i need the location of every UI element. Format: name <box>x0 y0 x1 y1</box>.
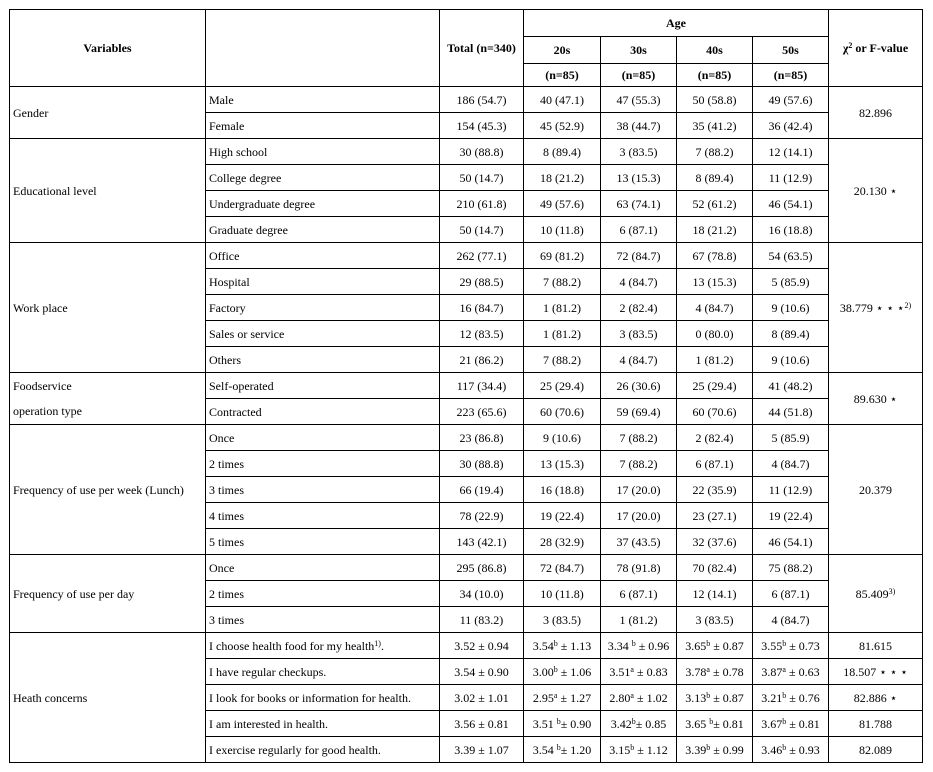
cell-total: 210 (61.8) <box>440 191 524 217</box>
section-label: Educational level <box>10 139 206 243</box>
row-item: 4 times <box>206 503 440 529</box>
header-group-30s: 30s <box>601 37 677 64</box>
cell-value: 18 (21.2) <box>677 217 753 243</box>
cell-total: 3.02 ± 1.01 <box>440 685 524 711</box>
cell-total: 3.52 ± 0.94 <box>440 633 524 659</box>
cell-value: 8 (89.4) <box>753 321 829 347</box>
cell-value: 8 (89.4) <box>677 165 753 191</box>
cell-value: 3.46$^b$ ± 0.93 <box>753 737 829 763</box>
cell-value: 13 (15.3) <box>601 165 677 191</box>
cell-value: 12 (14.1) <box>677 581 753 607</box>
cell-value: 4 (84.7) <box>601 269 677 295</box>
table-row <box>10 399 923 425</box>
row-item: Hospital <box>206 269 440 295</box>
cell-stat: 82.896 <box>829 87 923 139</box>
cell-value: 9 (10.6) <box>753 347 829 373</box>
cell-stat: 18.507 ⋆ ⋆ ⋆ <box>829 659 923 685</box>
cell-value: 1 (81.2) <box>601 607 677 633</box>
cell-total: 223 (65.6) <box>440 399 524 425</box>
cell-value: 2 (82.4) <box>677 425 753 451</box>
cell-value: 46 (54.1) <box>753 529 829 555</box>
table-row <box>10 87 923 113</box>
cell-stat: 82.089 <box>829 737 923 763</box>
cell-value: 3.39$^b$ ± 0.99 <box>677 737 753 763</box>
row-item: 3 times <box>206 477 440 503</box>
cell-total: 11 (83.2) <box>440 607 524 633</box>
cell-value: 3.65$^b$ ± 0.87 <box>677 633 753 659</box>
header-item-blank <box>206 10 440 87</box>
cell-value: 38 (44.7) <box>601 113 677 139</box>
cell-value: 1 (81.2) <box>524 321 601 347</box>
cell-value: 7 (88.2) <box>677 139 753 165</box>
header-group-50s: 50s <box>753 37 829 64</box>
section-label: Frequency of use per day <box>10 555 206 633</box>
cell-value: 3.87$^a$ ± 0.63 <box>753 659 829 685</box>
cell-value: 35 (41.2) <box>677 113 753 139</box>
section-label: Work place <box>10 243 206 373</box>
table-row <box>10 243 923 269</box>
cell-value: 32 (37.6) <box>677 529 753 555</box>
row-item: 5 times <box>206 529 440 555</box>
cell-value: 3.65 $^b$± 0.81 <box>677 711 753 737</box>
cell-value: 3.51$^a$ ± 0.83 <box>601 659 677 685</box>
cell-value: 69 (81.2) <box>524 243 601 269</box>
section-label: Heath concerns <box>10 633 206 763</box>
cell-value: 13 (15.3) <box>524 451 601 477</box>
cell-value: 22 (35.9) <box>677 477 753 503</box>
cell-value: 63 (74.1) <box>601 191 677 217</box>
header-group-20s: 20s <box>524 37 601 64</box>
cell-total: 295 (86.8) <box>440 555 524 581</box>
row-item: Graduate degree <box>206 217 440 243</box>
cell-value: 4 (84.7) <box>677 295 753 321</box>
cell-value: 13 (15.3) <box>677 269 753 295</box>
cell-value: 12 (14.1) <box>753 139 829 165</box>
cell-value: 3.78$^a$ ± 0.78 <box>677 659 753 685</box>
cell-value: 6 (87.1) <box>601 217 677 243</box>
cell-value: 54 (63.5) <box>753 243 829 269</box>
cell-value: 7 (88.2) <box>524 347 601 373</box>
section-label: operation type <box>10 399 206 425</box>
cell-value: 44 (51.8) <box>753 399 829 425</box>
cell-value: 37 (43.5) <box>601 529 677 555</box>
table-row <box>10 633 923 659</box>
cell-total: 154 (45.3) <box>440 113 524 139</box>
cell-value: 41 (48.2) <box>753 373 829 399</box>
cell-value: 3.34 $^b$ ± 0.96 <box>601 633 677 659</box>
row-item: I exercise regularly for good health. <box>206 737 440 763</box>
cell-value: 17 (20.0) <box>601 503 677 529</box>
cell-value: 9 (10.6) <box>753 295 829 321</box>
row-item: Others <box>206 347 440 373</box>
cell-value: 4 (84.7) <box>753 607 829 633</box>
row-item: I look for books or information for health. <box>206 685 440 711</box>
cell-value: 11 (12.9) <box>753 165 829 191</box>
table-row <box>10 139 923 165</box>
cell-total: 16 (84.7) <box>440 295 524 321</box>
cell-total: 29 (88.5) <box>440 269 524 295</box>
table-body <box>10 87 923 763</box>
cell-total: 3.56 ± 0.81 <box>440 711 524 737</box>
cell-value: 59 (69.4) <box>601 399 677 425</box>
cell-value: 8 (89.4) <box>524 139 601 165</box>
row-item: I choose health food for my health$^{1)}$. <box>206 633 440 659</box>
cell-total: 78 (22.9) <box>440 503 524 529</box>
row-item: Contracted <box>206 399 440 425</box>
cell-value: 72 (84.7) <box>601 243 677 269</box>
data-table <box>9 9 923 763</box>
cell-value: 50 (58.8) <box>677 87 753 113</box>
header-group-40s: 40s <box>677 37 753 64</box>
cell-stat: 82.886 ⋆ <box>829 685 923 711</box>
row-item: 2 times <box>206 581 440 607</box>
cell-value: 16 (18.8) <box>524 477 601 503</box>
cell-total: 66 (19.4) <box>440 477 524 503</box>
cell-value: 4 (84.7) <box>601 347 677 373</box>
cell-value: 23 (27.1) <box>677 503 753 529</box>
cell-value: 52 (61.2) <box>677 191 753 217</box>
row-item: High school <box>206 139 440 165</box>
cell-value: 6 (87.1) <box>677 451 753 477</box>
cell-value: 36 (42.4) <box>753 113 829 139</box>
cell-value: 25 (29.4) <box>524 373 601 399</box>
table-header <box>10 10 923 87</box>
cell-value: 2.95$^a$ ± 1.27 <box>524 685 601 711</box>
cell-value: 3.15$^b$ ± 1.12 <box>601 737 677 763</box>
cell-value: 3.00$^b$ ± 1.06 <box>524 659 601 685</box>
cell-value: 78 (91.8) <box>601 555 677 581</box>
cell-stat: 81.615 <box>829 633 923 659</box>
cell-stat: 85.409$^{3)}$ <box>829 555 923 633</box>
row-item: I am interested in health. <box>206 711 440 737</box>
cell-total: 21 (86.2) <box>440 347 524 373</box>
cell-value: 3.55$^b$ ± 0.73 <box>753 633 829 659</box>
cell-value: 1 (81.2) <box>677 347 753 373</box>
cell-value: 5 (85.9) <box>753 425 829 451</box>
table-row <box>10 555 923 581</box>
header-n-20s: (n=85) <box>524 64 601 87</box>
cell-total: 117 (34.4) <box>440 373 524 399</box>
table-row <box>10 425 923 451</box>
cell-value: 40 (47.1) <box>524 87 601 113</box>
cell-value: 2 (82.4) <box>601 295 677 321</box>
row-item: 3 times <box>206 607 440 633</box>
row-item: Factory <box>206 295 440 321</box>
table-row <box>10 373 923 399</box>
cell-value: 16 (18.8) <box>753 217 829 243</box>
cell-value: 3 (83.5) <box>601 139 677 165</box>
cell-value: 3.67$^b$ ± 0.81 <box>753 711 829 737</box>
header-total: Total (n=340) <box>440 10 524 87</box>
row-item: College degree <box>206 165 440 191</box>
cell-value: 7 (88.2) <box>601 425 677 451</box>
cell-value: 3 (83.5) <box>524 607 601 633</box>
row-item: Once <box>206 425 440 451</box>
cell-total: 12 (83.5) <box>440 321 524 347</box>
cell-value: 70 (82.4) <box>677 555 753 581</box>
cell-value: 3.54$^b$ ± 1.13 <box>524 633 601 659</box>
cell-value: 60 (70.6) <box>524 399 601 425</box>
cell-value: 10 (11.8) <box>524 581 601 607</box>
cell-value: 7 (88.2) <box>601 451 677 477</box>
cell-stat: 20.379 <box>829 425 923 555</box>
cell-stat: 20.130 ⋆ <box>829 139 923 243</box>
cell-total: 30 (88.8) <box>440 139 524 165</box>
cell-total: 50 (14.7) <box>440 165 524 191</box>
row-item: Once <box>206 555 440 581</box>
cell-stat: 89.630 ⋆ <box>829 373 923 425</box>
cell-value: 6 (87.1) <box>601 581 677 607</box>
row-item: Male <box>206 87 440 113</box>
row-item: Office <box>206 243 440 269</box>
header-n-30s: (n=85) <box>601 64 677 87</box>
cell-value: 49 (57.6) <box>524 191 601 217</box>
cell-total: 50 (14.7) <box>440 217 524 243</box>
cell-value: 3 (83.5) <box>677 607 753 633</box>
header-n-50s: (n=85) <box>753 64 829 87</box>
cell-value: 9 (10.6) <box>524 425 601 451</box>
cell-total: 143 (42.1) <box>440 529 524 555</box>
cell-value: 7 (88.2) <box>524 269 601 295</box>
cell-value: 49 (57.6) <box>753 87 829 113</box>
cell-value: 72 (84.7) <box>524 555 601 581</box>
row-item: Self-operated <box>206 373 440 399</box>
cell-value: 2.80$^a$ ± 1.02 <box>601 685 677 711</box>
cell-value: 0 (80.0) <box>677 321 753 347</box>
header-variables: Variables <box>10 10 206 87</box>
cell-total: 186 (54.7) <box>440 87 524 113</box>
row-item: Undergraduate degree <box>206 191 440 217</box>
row-item: 2 times <box>206 451 440 477</box>
cell-value: 3.54 $^b$± 1.20 <box>524 737 601 763</box>
header-age: Age <box>524 10 829 37</box>
cell-value: 3.21$^b$ ± 0.76 <box>753 685 829 711</box>
cell-value: 67 (78.8) <box>677 243 753 269</box>
cell-value: 4 (84.7) <box>753 451 829 477</box>
header-n-40s: (n=85) <box>677 64 753 87</box>
cell-value: 26 (30.6) <box>601 373 677 399</box>
cell-value: 18 (21.2) <box>524 165 601 191</box>
row-item: Sales or service <box>206 321 440 347</box>
cell-total: 3.39 ± 1.07 <box>440 737 524 763</box>
cell-value: 47 (55.3) <box>601 87 677 113</box>
cell-value: 45 (52.9) <box>524 113 601 139</box>
cell-value: 17 (20.0) <box>601 477 677 503</box>
cell-stat: 81.788 <box>829 711 923 737</box>
cell-total: 3.54 ± 0.90 <box>440 659 524 685</box>
cell-value: 11 (12.9) <box>753 477 829 503</box>
cell-value: 19 (22.4) <box>524 503 601 529</box>
header-stat: $\chi^2$ or F-value <box>829 10 923 87</box>
cell-value: 6 (87.1) <box>753 581 829 607</box>
cell-value: 25 (29.4) <box>677 373 753 399</box>
cell-value: 3 (83.5) <box>601 321 677 347</box>
cell-value: 75 (88.2) <box>753 555 829 581</box>
cell-total: 30 (88.8) <box>440 451 524 477</box>
row-item: Female <box>206 113 440 139</box>
cell-total: 23 (86.8) <box>440 425 524 451</box>
cell-total: 34 (10.0) <box>440 581 524 607</box>
cell-value: 3.42$^b$± 0.85 <box>601 711 677 737</box>
cell-value: 3.13$^b$ ± 0.87 <box>677 685 753 711</box>
cell-value: 28 (32.9) <box>524 529 601 555</box>
cell-value: 5 (85.9) <box>753 269 829 295</box>
cell-value: 19 (22.4) <box>753 503 829 529</box>
section-label: Frequency of use per week (Lunch) <box>10 425 206 555</box>
cell-value: 46 (54.1) <box>753 191 829 217</box>
row-item: I have regular checkups. <box>206 659 440 685</box>
cell-value: 3.51 $^b$± 0.90 <box>524 711 601 737</box>
cell-value: 10 (11.8) <box>524 217 601 243</box>
cell-value: 60 (70.6) <box>677 399 753 425</box>
cell-total: 262 (77.1) <box>440 243 524 269</box>
cell-value: 1 (81.2) <box>524 295 601 321</box>
section-label: Foodservice <box>10 373 206 399</box>
section-label: Gender <box>10 87 206 139</box>
cell-stat: 38.779 ⋆ ⋆ ⋆$^{2)}$ <box>829 243 923 373</box>
